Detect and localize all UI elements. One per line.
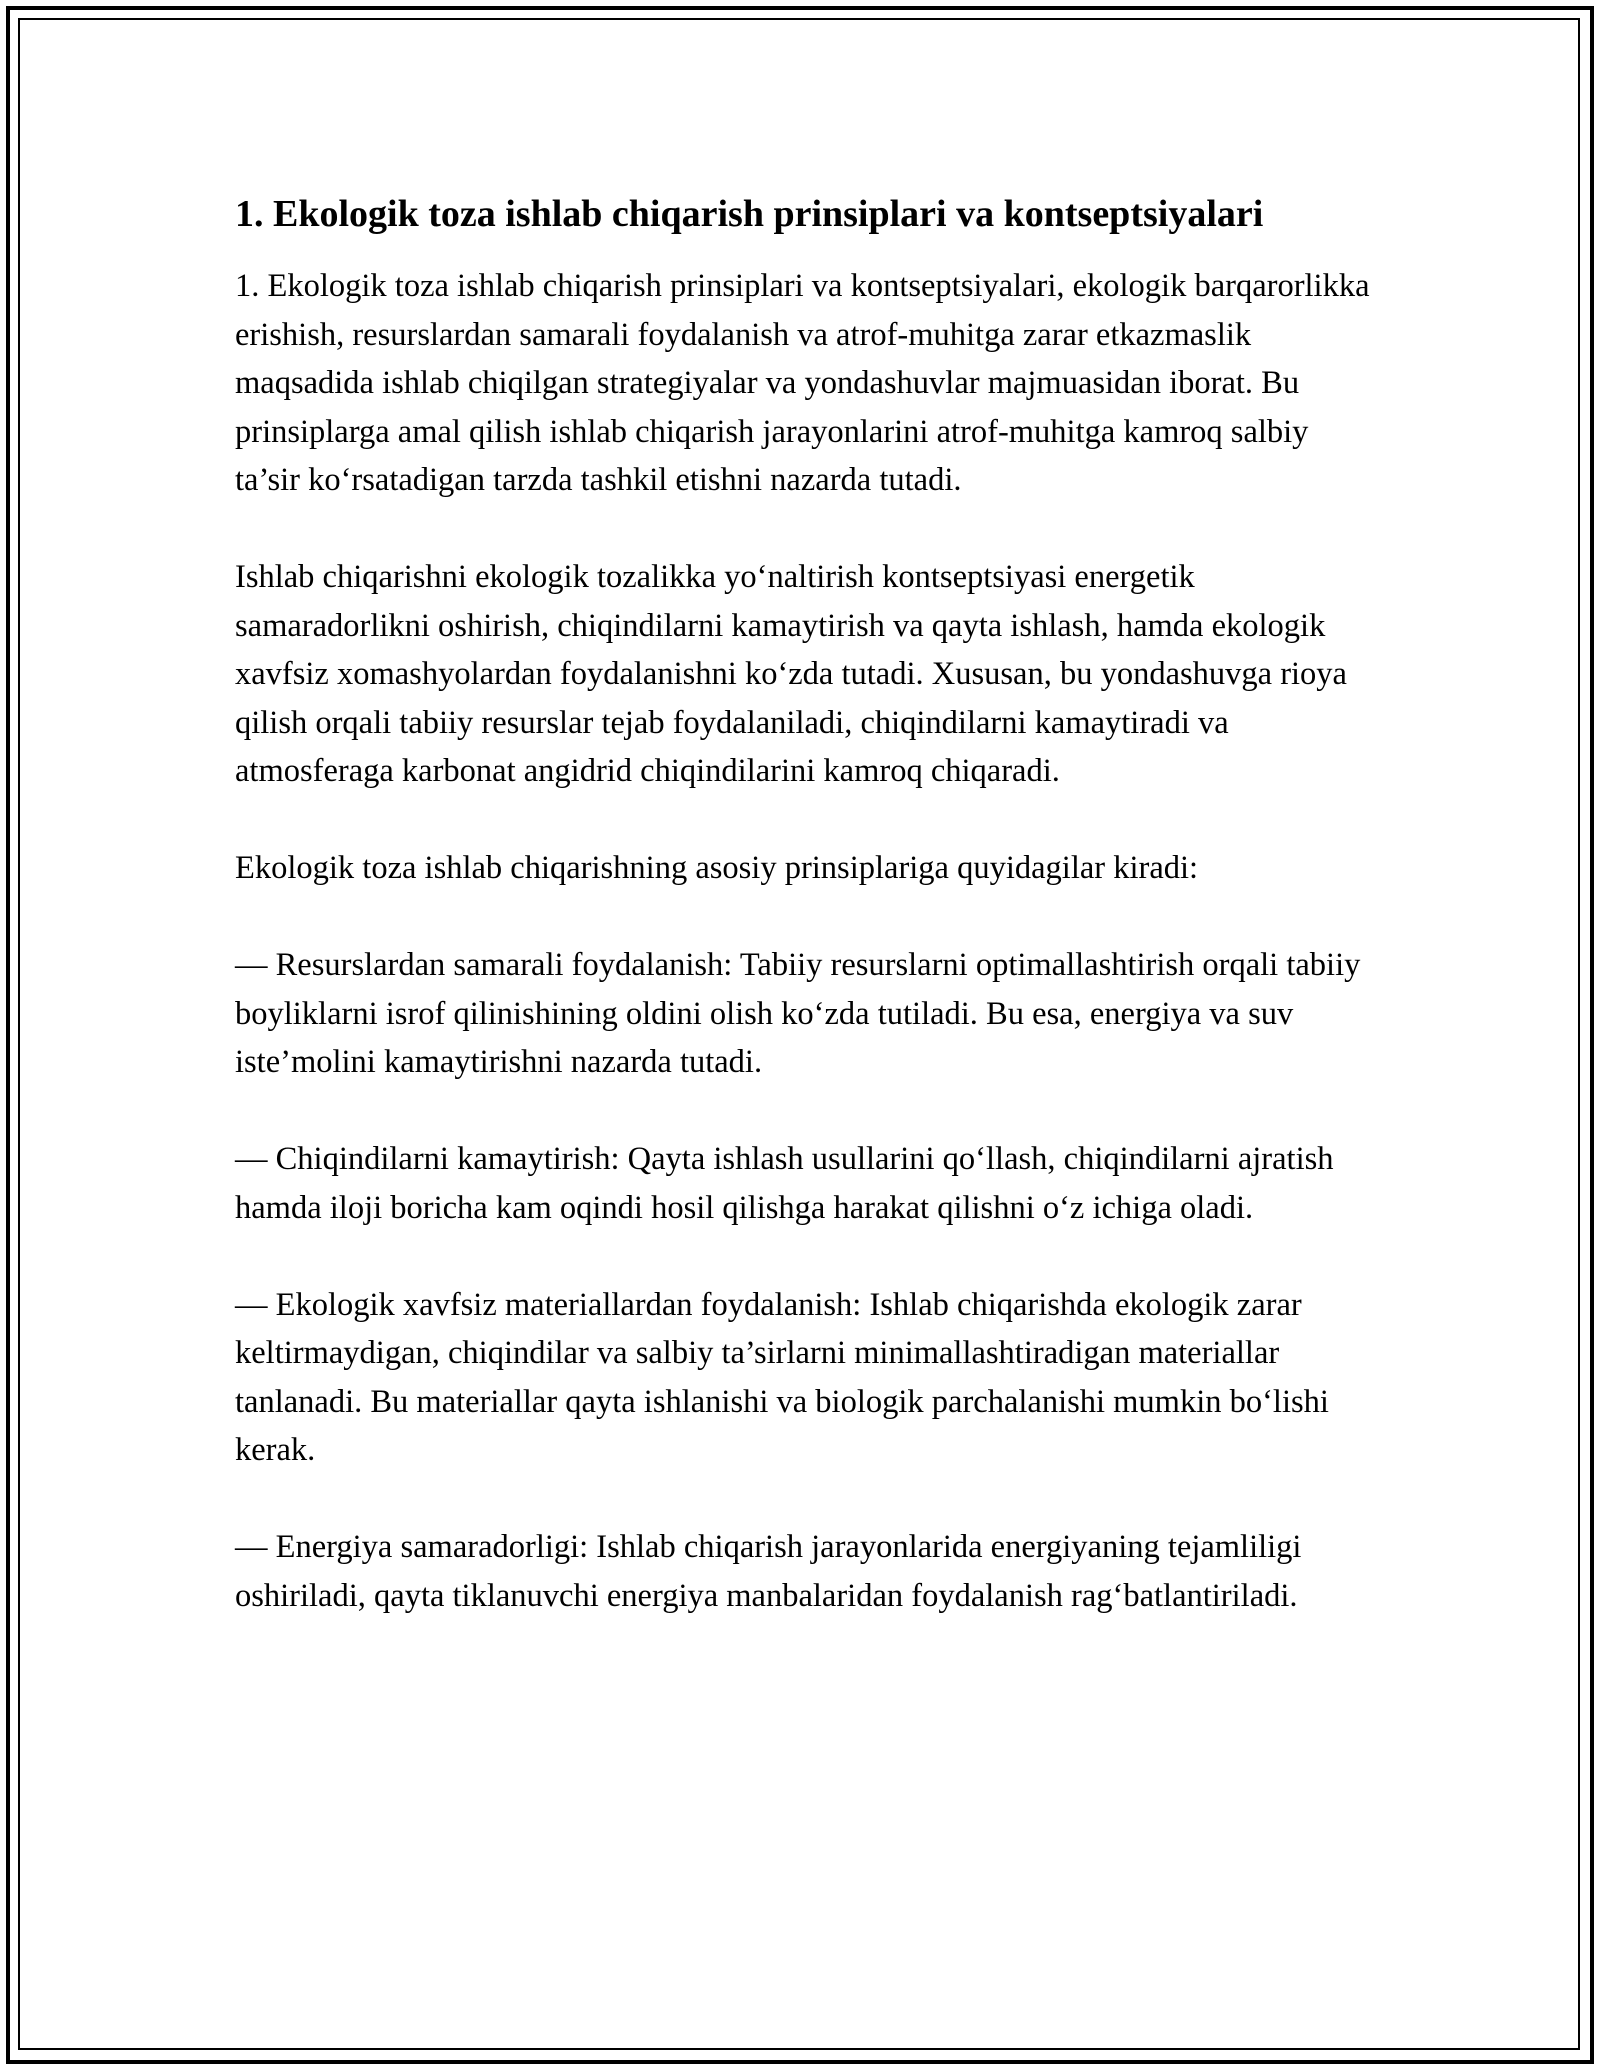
- principle-safe-materials: — Ekologik xavfsiz materiallardan foydalanish: Ishlab chiqarishda ekologik zarar keltirmaydigan, chiqindilar va salbiy ta’sirlarni minimallashtiradigan materiallar tanlanadi. Bu materiallar qayta ishlanishi va biologik parchalanishi mumkin bo‘lishi kerak.: [235, 1286, 1329, 1468]
- document-body: [235, 186, 1370, 1669]
- principle-resources: — Resurslardan samarali foydalanish: Tabiiy resurslarni optimallashtirish orqali tabiiy boyliklarni isrof qilinishining oldini olish ko‘zda tutiladi. Bu esa, energiya va suv iste’molini kamaytirishni nazarda tutadi.: [235, 947, 1361, 1080]
- principle-energy-efficiency: — Energiya samaradorligi: Ishlab chiqarish jarayonlarida energiyaning tejamliligi oshiriladi, qayta tiklanuvchi energiya manbalaridan foydalanish rag‘batlantiriladi.: [235, 1529, 1302, 1614]
- paragraph-principles-lead: Ekologik toza ishlab chiqarishning asosiy prinsiplariga quyidagilar kiradi:: [235, 850, 1199, 886]
- paragraph-concept: Ishlab chiqarishni ekologik tozalikka yo‘naltirish kontseptsiyasi energetik samaradorlikni oshirish, chiqindilarni kamaytirish va qayta ishlash, hamda ekologik xavfsiz xomashyolardan foydalanishni ko‘zda tutadi. Xususan, bu yondashuvga rioya qilish orqali tabiiy resurslar tejab foydalaniladi, chiqindilarni kamaytiradi va atmosferaga karbonat angidrid chiqindilarini kamroq chiqaradi.: [235, 559, 1347, 789]
- paragraph-intro: 1. Ekologik toza ishlab chiqarish prinsiplari va kontseptsiyalari, ekologik barqarorlikka erishish, resurslardan samarali foydalanish va atrof-muhitga zarar etkazmaslik maqsadida ishlab chiqilgan strategiyalar va yondashuvlar majmuasidan iborat. Bu prinsiplarga amal qilish ishlab chiqarish jarayonlarini atrof-muhitga kamroq salbiy ta’sir ko‘rsatadigan tarzda tashkil etishni nazarda tutadi.: [235, 268, 1370, 498]
- section-heading: 1. Ekologik toza ishlab chiqarish prinsiplari va kontseptsiyalari: [235, 193, 1264, 235]
- principle-waste-reduction: — Chiqindilarni kamaytirish: Qayta ishlash usullarini qo‘llash, chiqindilarni ajratish hamda iloji boricha kam oqindi hosil qilishga harakat qilishni o‘z ichiga oladi.: [235, 1141, 1334, 1226]
